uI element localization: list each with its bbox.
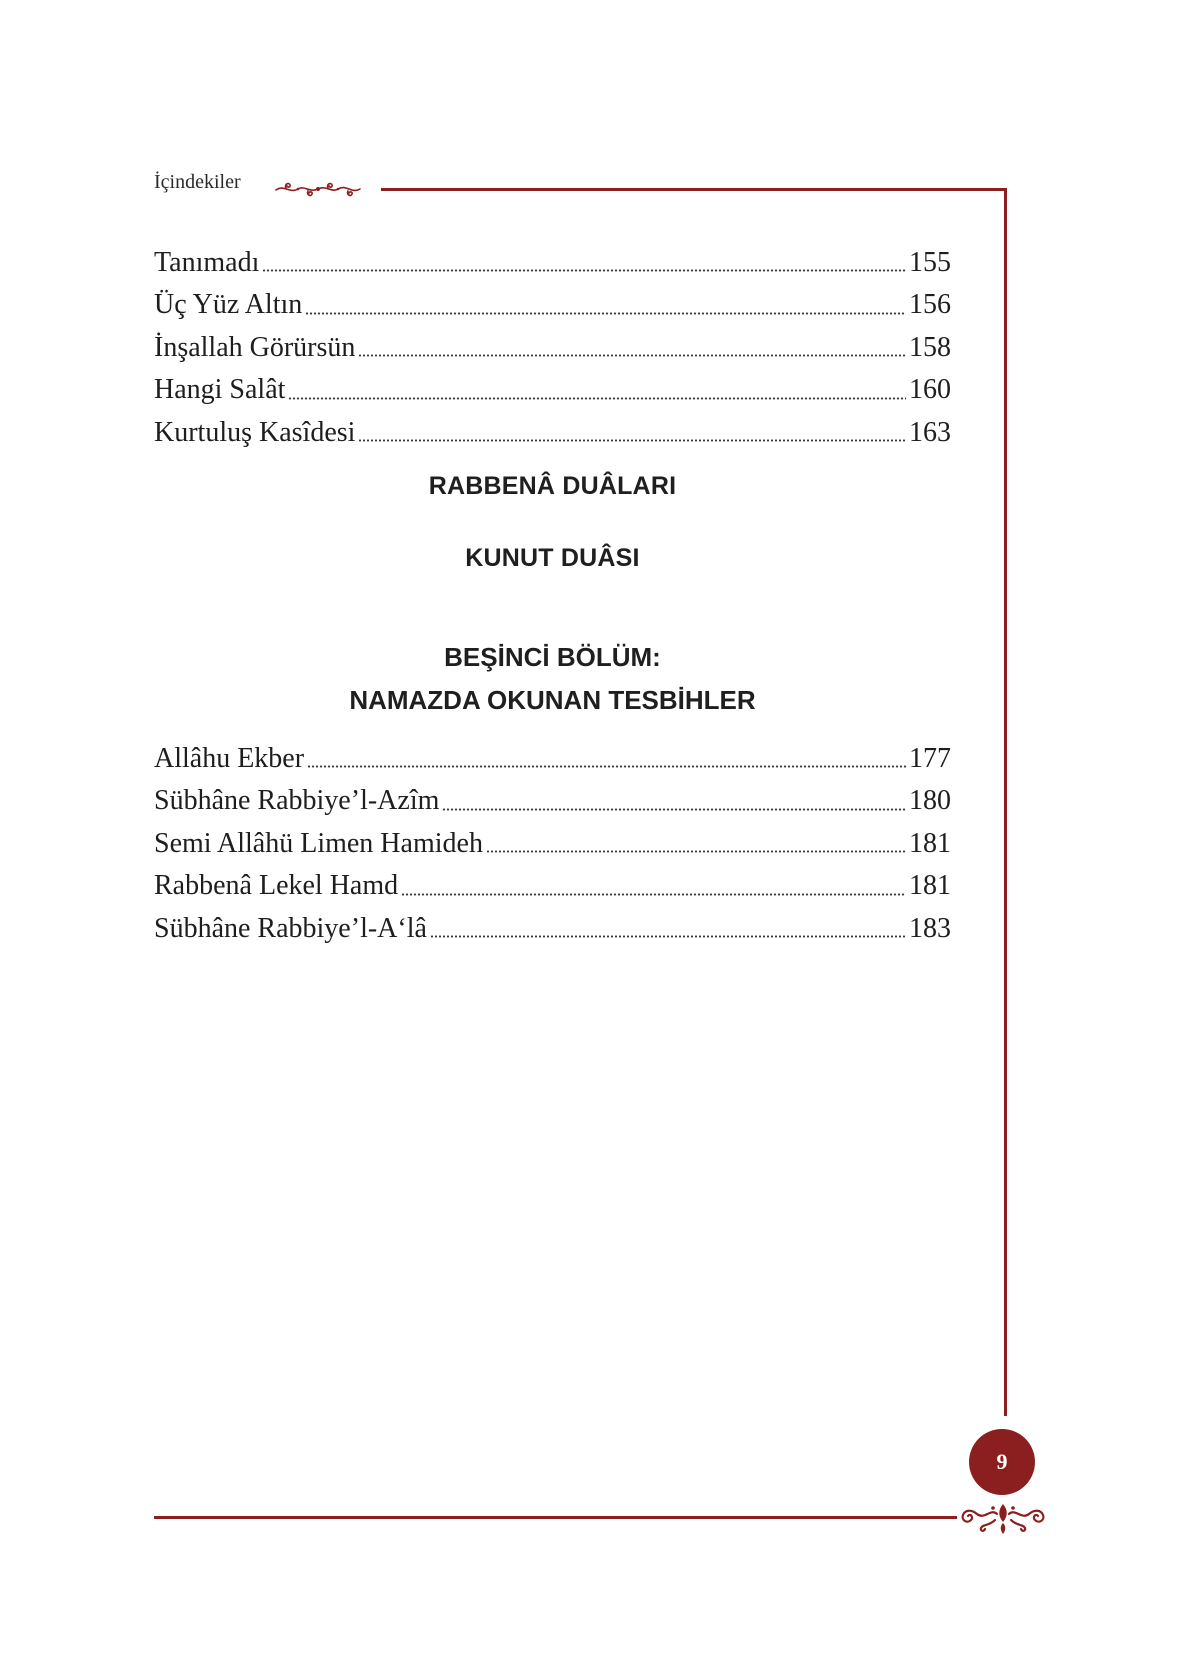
flourish-ornament-icon bbox=[957, 1498, 1049, 1536]
side-rule bbox=[1004, 188, 1007, 1416]
running-title: İçindekiler bbox=[154, 171, 241, 193]
toc-entry-title: Sübhâne Rabbiye’l-A‘lâ bbox=[154, 912, 427, 944]
dot-leader bbox=[262, 269, 906, 272]
toc-entry-page: 160 bbox=[909, 374, 951, 406]
toc-entry-title: Hangi Salât bbox=[154, 374, 286, 406]
toc-entry bbox=[154, 242, 951, 284]
dot-leader bbox=[305, 312, 906, 315]
toc-list bbox=[154, 738, 951, 950]
section-heading-kunut: KUNUT DUÂSI bbox=[465, 544, 640, 572]
toc-entry-page: 181 bbox=[909, 870, 951, 902]
bottom-rule bbox=[154, 1516, 957, 1519]
section-heading-rabbena: RABBENÂ DUÂLARI bbox=[428, 472, 677, 500]
chapter-heading bbox=[154, 636, 951, 722]
scroll-vine-ornament-icon bbox=[274, 180, 362, 198]
toc-entry bbox=[154, 412, 951, 454]
toc-entry-page: 155 bbox=[909, 246, 951, 278]
toc-entry-page: 180 bbox=[909, 785, 951, 817]
dot-leader bbox=[307, 765, 906, 768]
toc-entry-page: 183 bbox=[909, 912, 951, 944]
toc-entry-page: 163 bbox=[909, 416, 951, 448]
toc-entry-page: 156 bbox=[909, 289, 951, 321]
toc-entry-title: Üç Yüz Altın bbox=[154, 289, 303, 321]
toc-entry-page: 158 bbox=[909, 331, 951, 363]
toc-entry bbox=[154, 780, 951, 822]
toc-entry-title: Tanımadı bbox=[154, 246, 260, 278]
toc-entry-title: Allâhu Ekber bbox=[154, 742, 305, 774]
chapter-title: NAMAZDA OKUNAN TESBİHLER bbox=[349, 685, 756, 715]
toc-entry-page: 181 bbox=[909, 827, 951, 859]
toc-entry-title: Kurtuluş Kasîdesi bbox=[154, 416, 356, 448]
chapter-number: BEŞİNCİ BÖLÜM: bbox=[444, 642, 661, 672]
dot-leader bbox=[442, 808, 906, 811]
top-rule bbox=[381, 188, 1007, 191]
dot-leader bbox=[288, 397, 906, 400]
toc-entry bbox=[154, 865, 951, 907]
toc-entry bbox=[154, 327, 951, 369]
toc-entry bbox=[154, 823, 951, 865]
toc-entry-page: 177 bbox=[909, 742, 951, 774]
toc-entry bbox=[154, 738, 951, 780]
page-number-badge: 9 bbox=[969, 1429, 1035, 1495]
dot-leader bbox=[430, 935, 906, 938]
dot-leader bbox=[358, 439, 906, 442]
dot-leader bbox=[401, 893, 906, 896]
dot-leader bbox=[358, 354, 906, 357]
toc-entry-title: Semi Allâhü Limen Hamideh bbox=[154, 827, 483, 859]
toc-entry-title: Sübhâne Rabbiye’l-Azîm bbox=[154, 785, 440, 817]
toc-entry-title: İnşallah Görürsün bbox=[154, 331, 356, 363]
toc-entry bbox=[154, 908, 951, 950]
toc-list bbox=[154, 242, 951, 454]
dot-leader bbox=[486, 850, 906, 853]
toc-entry bbox=[154, 284, 951, 326]
toc-entry-title: Rabbenâ Lekel Hamd bbox=[154, 870, 399, 902]
toc-entry bbox=[154, 369, 951, 411]
